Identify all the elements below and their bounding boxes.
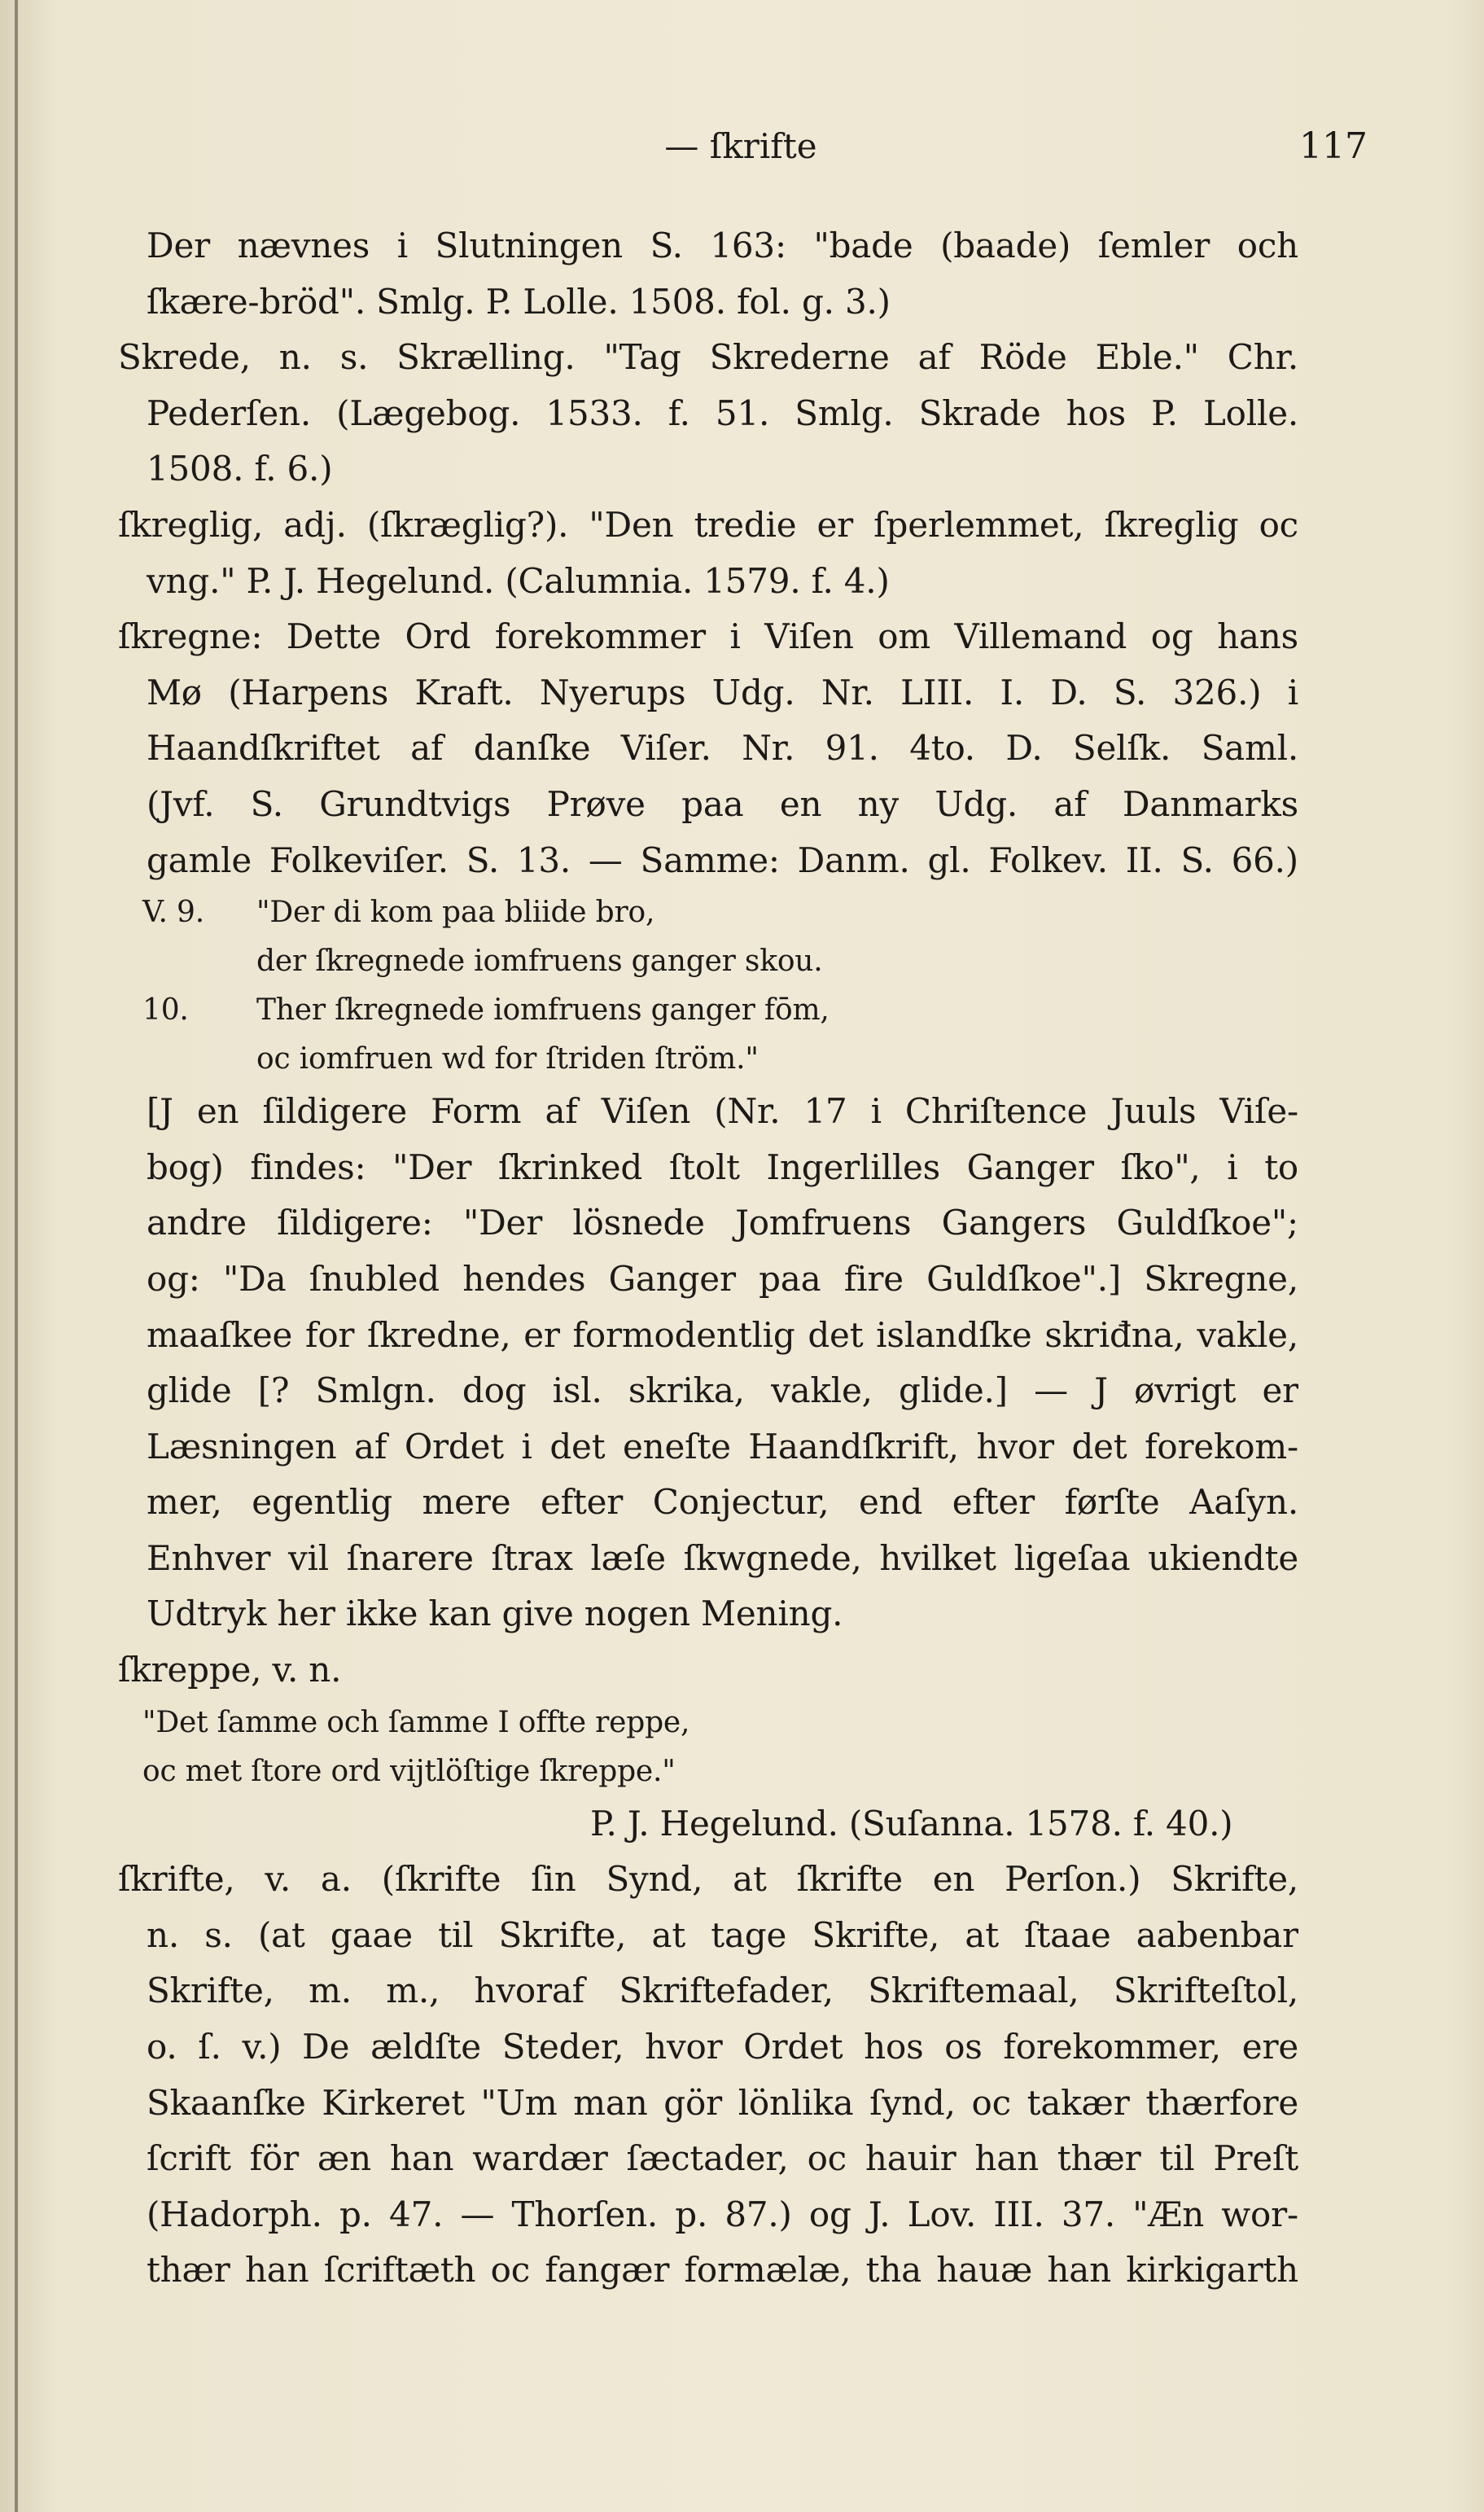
- line-text: og: "Da ſnubled hendes Ganger paa fire Guldſkoe".] Skregne,: [147, 1258, 1298, 1299]
- line-text: bog) findes: "Der ſkrinked ſtolt Ingerlilles Ganger ſko", i to: [147, 1146, 1298, 1187]
- text-line: [118, 1475, 1298, 1531]
- line-text: glide [? Smlgn. dog isl. skrika, vakle, glide.] — J øvrigt er: [147, 1370, 1298, 1411]
- text-line: [118, 498, 1298, 554]
- text-line: [118, 1252, 1298, 1308]
- dictionary-text: [118, 218, 1298, 2299]
- line-text: "Det ſamme och ſamme I offte reppe,: [142, 1705, 690, 1739]
- line-text: andre ſildigere: "Der lösnede Jomfruens Gangers Guldſkoe";: [147, 1203, 1298, 1243]
- text-line: [118, 1963, 1298, 2019]
- line-text: (Hadorph. p. 47. — Thorſen. p. 87.) og J. Lov. III. 37. "Æn wor-: [147, 2194, 1298, 2234]
- text-line: [118, 2019, 1298, 2076]
- text-line: [118, 665, 1298, 721]
- line-text: Ther ſkregnede iomfruens ganger fōm,: [256, 993, 830, 1028]
- line-text: 1508. f. 6.): [147, 449, 333, 489]
- text-line: [118, 1852, 1298, 1908]
- text-line: [118, 986, 1298, 1035]
- text-line: [118, 777, 1298, 833]
- verse-number: 10.: [142, 993, 189, 1028]
- line-text: Skrifte, m. m., hvoraf Skriftefader, Skriftemaal, Skrifteſtol,: [147, 1971, 1298, 2011]
- page-number: 117: [1299, 125, 1368, 167]
- line-text: P. J. Hegelund. (Suſanna. 1578. f. 40.): [590, 1803, 1233, 1843]
- text-line: [118, 721, 1298, 777]
- line-text: "Der di kom paa bliide bro,: [256, 896, 655, 930]
- line-text: o. ſ. v.) De ældſte Steder, hvor Ordet hos os forekommer, ere: [147, 2027, 1298, 2067]
- text-line: [118, 937, 1298, 986]
- line-text: n. s. (at gaae til Skrifte, at tage Skrifte, at ſtaae aabenbar: [147, 1914, 1298, 1955]
- line-text: gamle Folkeviſer. S. 13. — Samme: Danm. gl. Folkev. II. S. 66.): [147, 840, 1298, 880]
- verse-number: V. 9.: [142, 896, 204, 930]
- line-text: ſkreppe, v. n.: [118, 1650, 342, 1690]
- text-line: [118, 1796, 1298, 1852]
- text-line: [118, 2131, 1298, 2187]
- line-text: maaſkee for ſkredne, er formodentlig det islandſke skriđna, vakle,: [147, 1314, 1298, 1355]
- line-text: ſkreglig, adj. (ſkræglig?). "Den tredie er ſperlemmet, ſkreglig oc: [118, 504, 1298, 545]
- line-text: der ſkregnede iomfruens ganger skou.: [256, 945, 823, 979]
- line-text: thær han ſcriftæth oc fangær formælæ, tha hauæ han kirkigarth: [147, 2250, 1298, 2291]
- running-head: — ſkrifte: [664, 126, 817, 166]
- line-text: vng." P. J. Hegelund. (Calumnia. 1579. f. 4.): [147, 560, 890, 601]
- text-line: [118, 1195, 1298, 1252]
- text-line: [118, 1140, 1298, 1196]
- text-line: [118, 554, 1298, 610]
- text-line: [118, 2076, 1298, 2132]
- text-line: [118, 1419, 1298, 1475]
- line-text: ſkrifte, v. a. (ſkrifte ſin Synd, at ſkrifte en Perſon.) Skrifte,: [118, 1859, 1298, 1900]
- text-line: [118, 888, 1298, 937]
- line-text: [J en ſildigere Form af Viſen (Nr. 17 i Chriſtence Juuls Viſe-: [147, 1091, 1298, 1132]
- line-text: (Jvf. S. Grundtvigs Prøve paa en ny Udg. af Danmarks: [147, 783, 1298, 824]
- line-text: Udtryk her ikke kan give nogen Mening.: [147, 1594, 843, 1634]
- text-line: [118, 1699, 1298, 1747]
- text-line: [118, 2187, 1298, 2243]
- page-header: [0, 122, 1484, 171]
- binding-edge: [15, 0, 18, 2512]
- text-line: [118, 386, 1298, 442]
- line-text: Skrede, n. s. Skrælling. "Tag Skrederne af Röde Eble." Chr.: [118, 337, 1298, 378]
- line-text: ſkregne: Dette Ord forekommer i Viſen om Villemand og hans: [118, 616, 1298, 657]
- text-line: [118, 1586, 1298, 1642]
- text-line: [118, 1308, 1298, 1364]
- text-line: [118, 609, 1298, 665]
- text-line: [118, 274, 1298, 331]
- line-text: Enhver vil ſnarere ſtrax læſe ſkwgnede, hvilket ligeſaa ukiendte: [147, 1537, 1298, 1578]
- line-text: mer, egentlig mere efter Conjectur, end efter førſte Aaſyn.: [147, 1482, 1298, 1523]
- text-line: [118, 1363, 1298, 1419]
- text-line: [118, 1747, 1298, 1796]
- line-text: ſkære-bröd". Smlg. P. Lolle. 1508. fol. g. 3.): [147, 281, 891, 322]
- text-line: [118, 1642, 1298, 1699]
- line-text: Haandſkriftet af danſke Viſer. Nr. 91. 4to. D. Selſk. Saml.: [147, 728, 1298, 769]
- text-line: [118, 330, 1298, 386]
- text-line: [118, 1035, 1298, 1084]
- text-line: [118, 2242, 1298, 2299]
- line-text: Pederſen. (Lægebog. 1533. f. 51. Smlg. Skrade hos P. Lolle.: [147, 392, 1298, 433]
- text-line: [118, 1908, 1298, 1964]
- text-line: [118, 1531, 1298, 1587]
- line-text: oc met ſtore ord vijtlöſtige ſkreppe.": [142, 1754, 676, 1788]
- line-text: Mø (Harpens Kraft. Nyerups Udg. Nr. LIII. I. D. S. 326.) i: [147, 672, 1298, 712]
- line-text: ſcrift för æn han wardær ſæctader, oc hauir han thær til Preſt: [147, 2138, 1298, 2179]
- line-text: Læsningen af Ordet i det eneſte Haandſkrift, hvor det forekom-: [147, 1426, 1298, 1466]
- text-line: [118, 441, 1298, 498]
- line-text: Der nævnes i Slutningen S. 163: "bade (baade) ſemler och: [147, 226, 1298, 265]
- line-text: Skaanſke Kirkeret "Um man gör lönlika ſynd, oc takær thærfore: [147, 2082, 1298, 2123]
- text-line: [118, 1084, 1298, 1140]
- line-text: oc iomfruen wd for ſtriden ſtröm.": [256, 1042, 759, 1076]
- text-line: [118, 833, 1298, 889]
- text-line: [118, 218, 1298, 274]
